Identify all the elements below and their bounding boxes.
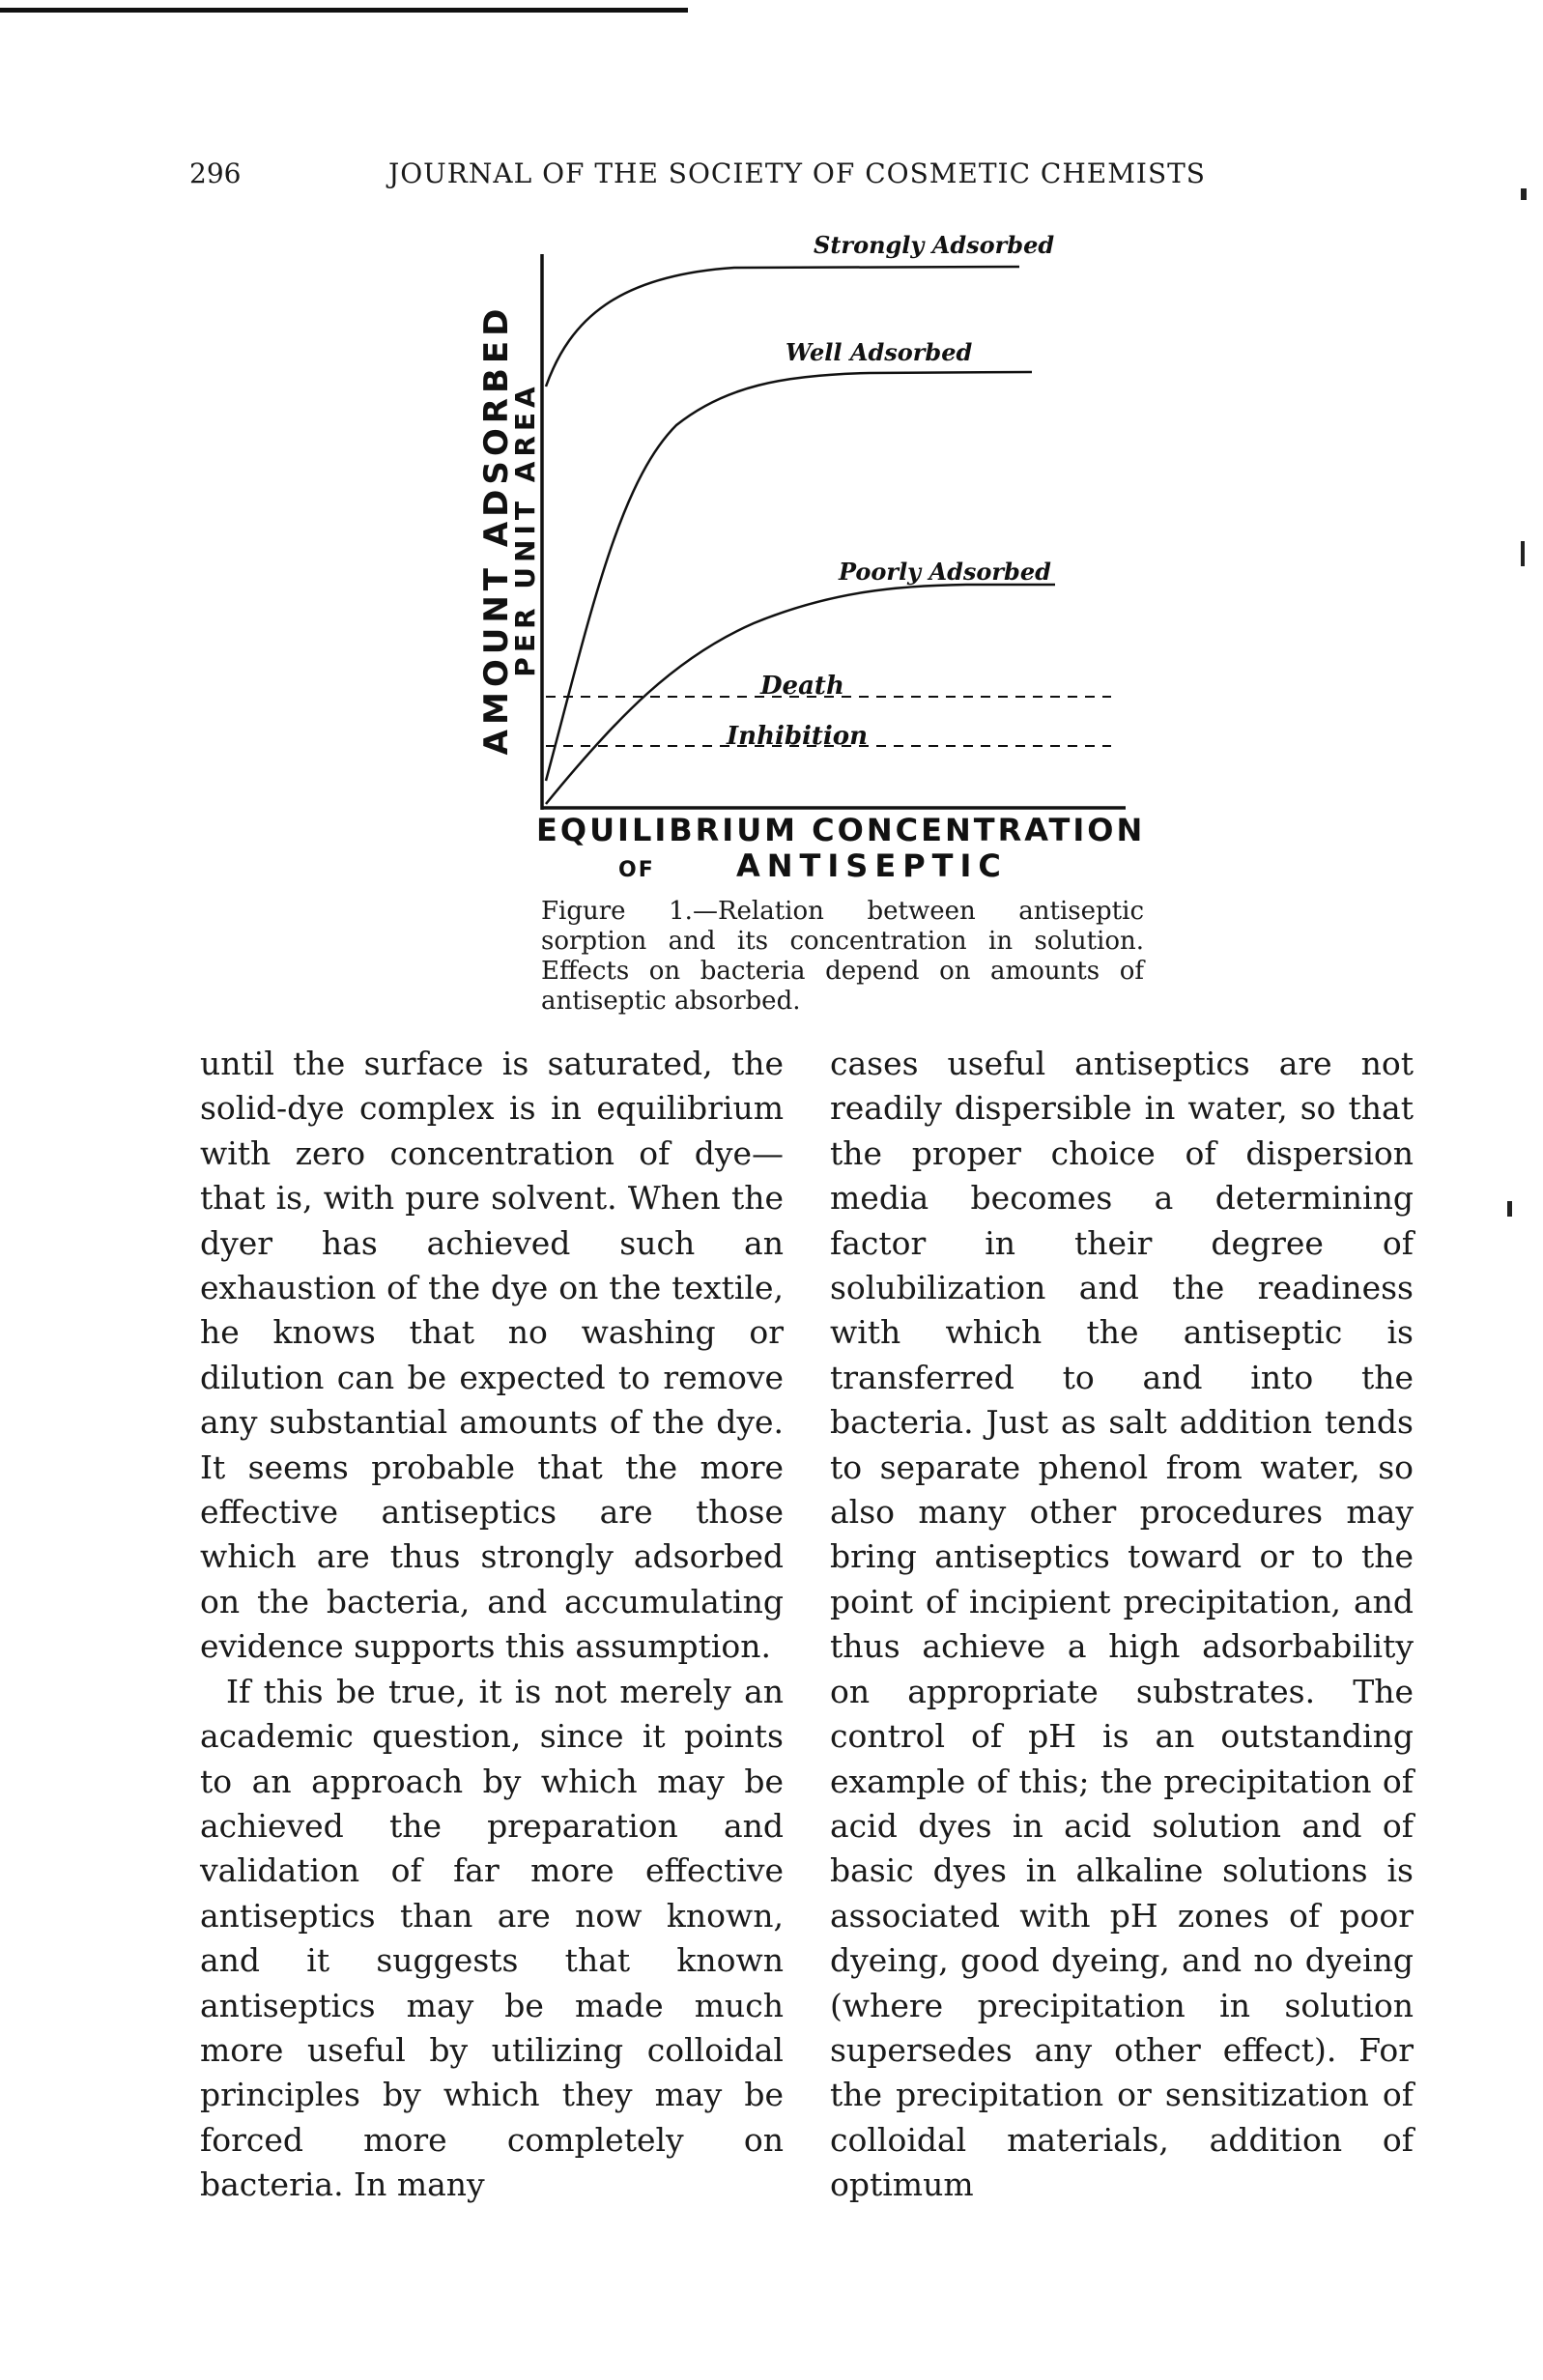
page-number: 296 xyxy=(189,158,242,189)
margin-mark xyxy=(1521,541,1525,566)
y-axis-label-1: AMOUNT ADSORBED xyxy=(477,303,516,756)
x-axis-label-of: OF xyxy=(618,858,655,882)
figure-caption: Figure 1.—Relation between antiseptic sorption and its concentration in solution. Effects on bacteria depend on amounts of antiseptic absorbed. xyxy=(541,897,1144,1016)
left-paragraph-2: If this be true, it is not merely an academic question, since it points to an approach by which may be achieved the preparation and validation of far more effective antiseptics than are now known, and it suggests that known antiseptics may be made much more useful by utilizing colloidal principles by which they may be forced more completely on bacteria. In many xyxy=(200,1672,784,2204)
journal-title: JOURNAL OF THE SOCIETY OF COSMETIC CHEMISTS xyxy=(388,158,1206,189)
margin-mark xyxy=(1507,1201,1512,1217)
label-well-adsorbed: Well Adsorbed xyxy=(786,338,973,366)
left-paragraph-1: until the surface is saturated, the solid-dye complex is in equilibrium with zero concentration of dye—that is, with pure solvent. When the dyer has achieved such an exhaustion of the dye on the textile, he knows that no washing or dilution can be expected to remove any substantial amounts of the dye. It seems probable that the more effective antiseptics are those which are thus strongly adsorbed on the bacteria, and accumulating evidence supports this assumption. xyxy=(200,1045,784,1666)
margin-mark xyxy=(1521,188,1527,200)
y-axis-label-2: PER UNIT AREA xyxy=(509,382,541,677)
x-axis-label-antiseptic: ANTISEPTIC xyxy=(736,847,1008,884)
label-death: Death xyxy=(760,672,844,701)
label-inhibition: Inhibition xyxy=(727,722,869,751)
curve-strongly-adsorbed xyxy=(546,267,1019,387)
label-poorly-adsorbed: Poorly Adsorbed xyxy=(839,558,1051,586)
right-paragraph-1: cases useful antiseptics are not readily dispersible in water, so that the proper choice of dispersion media becomes a determining factor in their degree of solubilization and the readiness with which the antiseptic is transferred to and into the bacteria. Just as salt addition tends to separate phenol from water, so also many other procedures may bring antiseptics toward or to the point of incipient precipitation, and thus achieve a high adsorbability on appropriate substrates. The control of pH is an outstanding example of this; the precipitation of acid dyes in acid solution and of basic dyes in alkaline solutions is associated with pH zones of poor dyeing, good dyeing, and no dyeing (where precipitation in solution supersedes any other effect). For the precipitation or sensitization of colloidal materials, addition of optimum xyxy=(830,1045,1414,2204)
figure-1 xyxy=(0,0,1543,889)
label-strongly-adsorbed: Strongly Adsorbed xyxy=(814,231,1055,259)
x-axis-label-1: EQUILIBRIUM CONCENTRATION xyxy=(536,812,1146,848)
left-column xyxy=(200,1042,784,2208)
right-column xyxy=(830,1042,1414,2208)
